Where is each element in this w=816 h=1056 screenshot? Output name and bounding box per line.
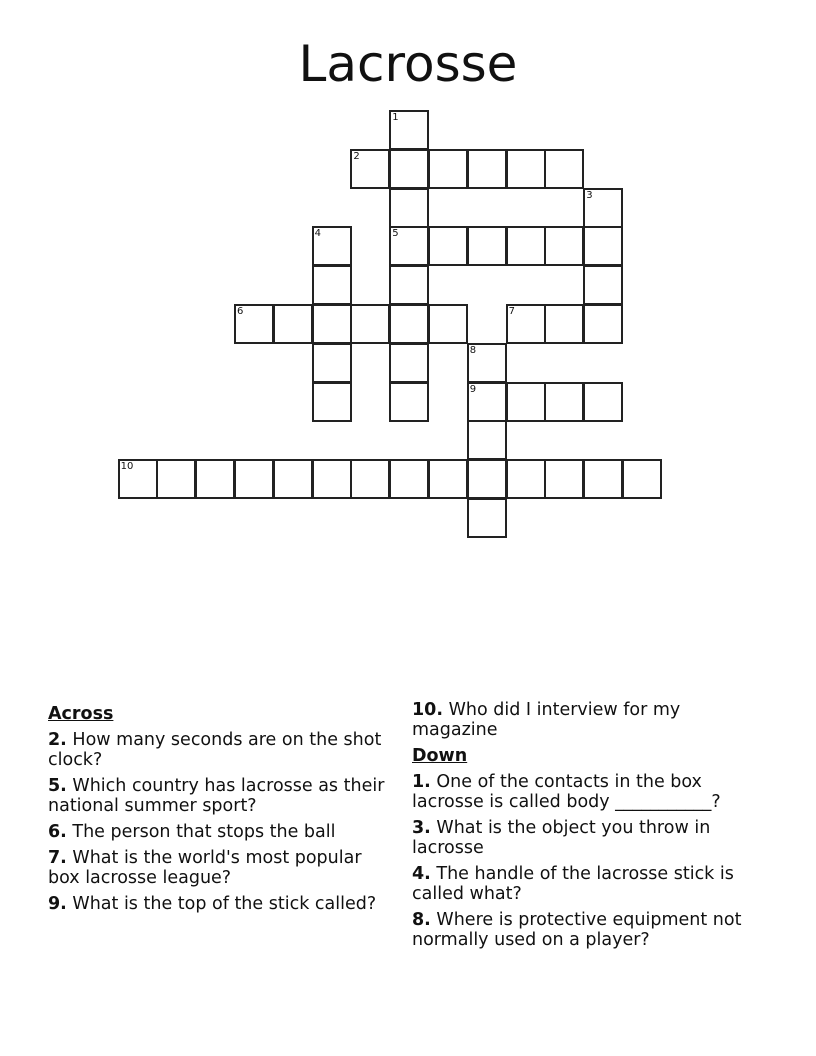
grid-cell[interactable] [467,498,507,538]
page-title: Lacrosse [298,35,518,93]
across-clue-10: 10. Who did I interview for my magazine [412,700,681,740]
grid-cell[interactable] [544,304,584,344]
clue-number: 7 [508,306,515,317]
grid-cell[interactable] [389,459,429,499]
grid-cell[interactable] [428,149,468,189]
grid-cell[interactable] [467,343,507,383]
grid-cell[interactable] [583,459,623,499]
grid-cell[interactable] [544,382,584,422]
grid-cell[interactable] [467,420,507,460]
grid-cell[interactable] [234,304,274,344]
clue-number: 4 [314,228,321,240]
across-clue-2: 2. How many seconds are on the shot clock? [48,730,382,770]
across-clue-7: 7. What is the world's most popular box lacrosse league? [48,848,362,888]
down-clue-1: 1. One of the contacts in the box lacrosse is called body ___________? [412,772,721,812]
clue-number: 1 [392,112,399,123]
grid-cell[interactable] [389,226,429,266]
grid-cell[interactable] [350,459,390,499]
grid-cell[interactable] [389,265,429,305]
grid-cell[interactable] [312,382,352,422]
across-heading: Across [48,704,114,724]
grid-cell[interactable] [273,304,313,344]
grid-cell[interactable] [506,459,546,499]
grid-cell[interactable] [389,149,429,189]
grid-cell[interactable] [234,459,274,499]
grid-cell[interactable] [195,459,235,499]
clues-right-column [412,700,752,956]
across-clue-5: 5. Which country has lacrosse as their national summer sport? [48,776,385,816]
clue-number: 6 [237,306,244,317]
across-clue-6: 6. The person that stops the ball [48,822,336,842]
clue-number: 5 [392,228,399,240]
grid-cell[interactable] [389,110,429,150]
grid-cell[interactable] [544,149,584,189]
clue-number: 10 [120,461,134,473]
grid-cell[interactable] [156,459,196,499]
grid-cell[interactable] [312,343,352,383]
grid-cell[interactable] [583,382,623,422]
grid-cell[interactable] [506,382,546,422]
grid-cell[interactable] [428,304,468,344]
clue-number: 9 [469,383,477,395]
grid-cell[interactable] [583,265,623,305]
grid-cell[interactable] [389,304,429,344]
grid-cell[interactable] [428,459,468,499]
grid-cell[interactable] [467,226,507,266]
grid-cell[interactable] [312,265,352,305]
grid-cell[interactable] [273,459,313,499]
down-clue-3: 3. What is the object you throw in lacrosse [412,818,711,858]
grid-cell[interactable] [544,226,584,266]
grid-cell[interactable] [350,304,390,344]
grid-cell[interactable] [312,304,352,344]
grid-cell[interactable] [312,226,352,266]
grid-cell[interactable] [389,343,429,383]
clues-left-column [48,700,388,920]
across-clue-9: 9. What is the top of the stick called? [48,894,377,914]
clue-number: 3 [586,189,593,201]
clue-number: 2 [353,150,360,162]
grid-cell[interactable] [118,459,158,499]
grid-cell[interactable] [506,226,546,266]
down-heading: Down [412,746,468,766]
grid-cell[interactable] [428,226,468,266]
grid-cell[interactable] [389,382,429,422]
grid-cell[interactable] [350,149,390,189]
grid-cell[interactable] [544,459,584,499]
grid-cell[interactable] [312,459,352,499]
down-clue-4: 4. The handle of the lacrosse stick is called what? [412,864,734,904]
grid-cell[interactable] [467,459,507,499]
grid-cell[interactable] [622,459,662,499]
grid-cell[interactable] [583,188,623,228]
grid-cell[interactable] [583,226,623,266]
grid-cell[interactable] [389,188,429,228]
clue-number: 8 [469,344,477,356]
grid-cell[interactable] [467,382,507,422]
down-clue-8: 8. Where is protective equipment not normally used on a player? [412,910,742,950]
grid-cell[interactable] [506,304,546,344]
grid-cell[interactable] [506,149,546,189]
grid-cell[interactable] [583,304,623,344]
grid-cell[interactable] [467,149,507,189]
